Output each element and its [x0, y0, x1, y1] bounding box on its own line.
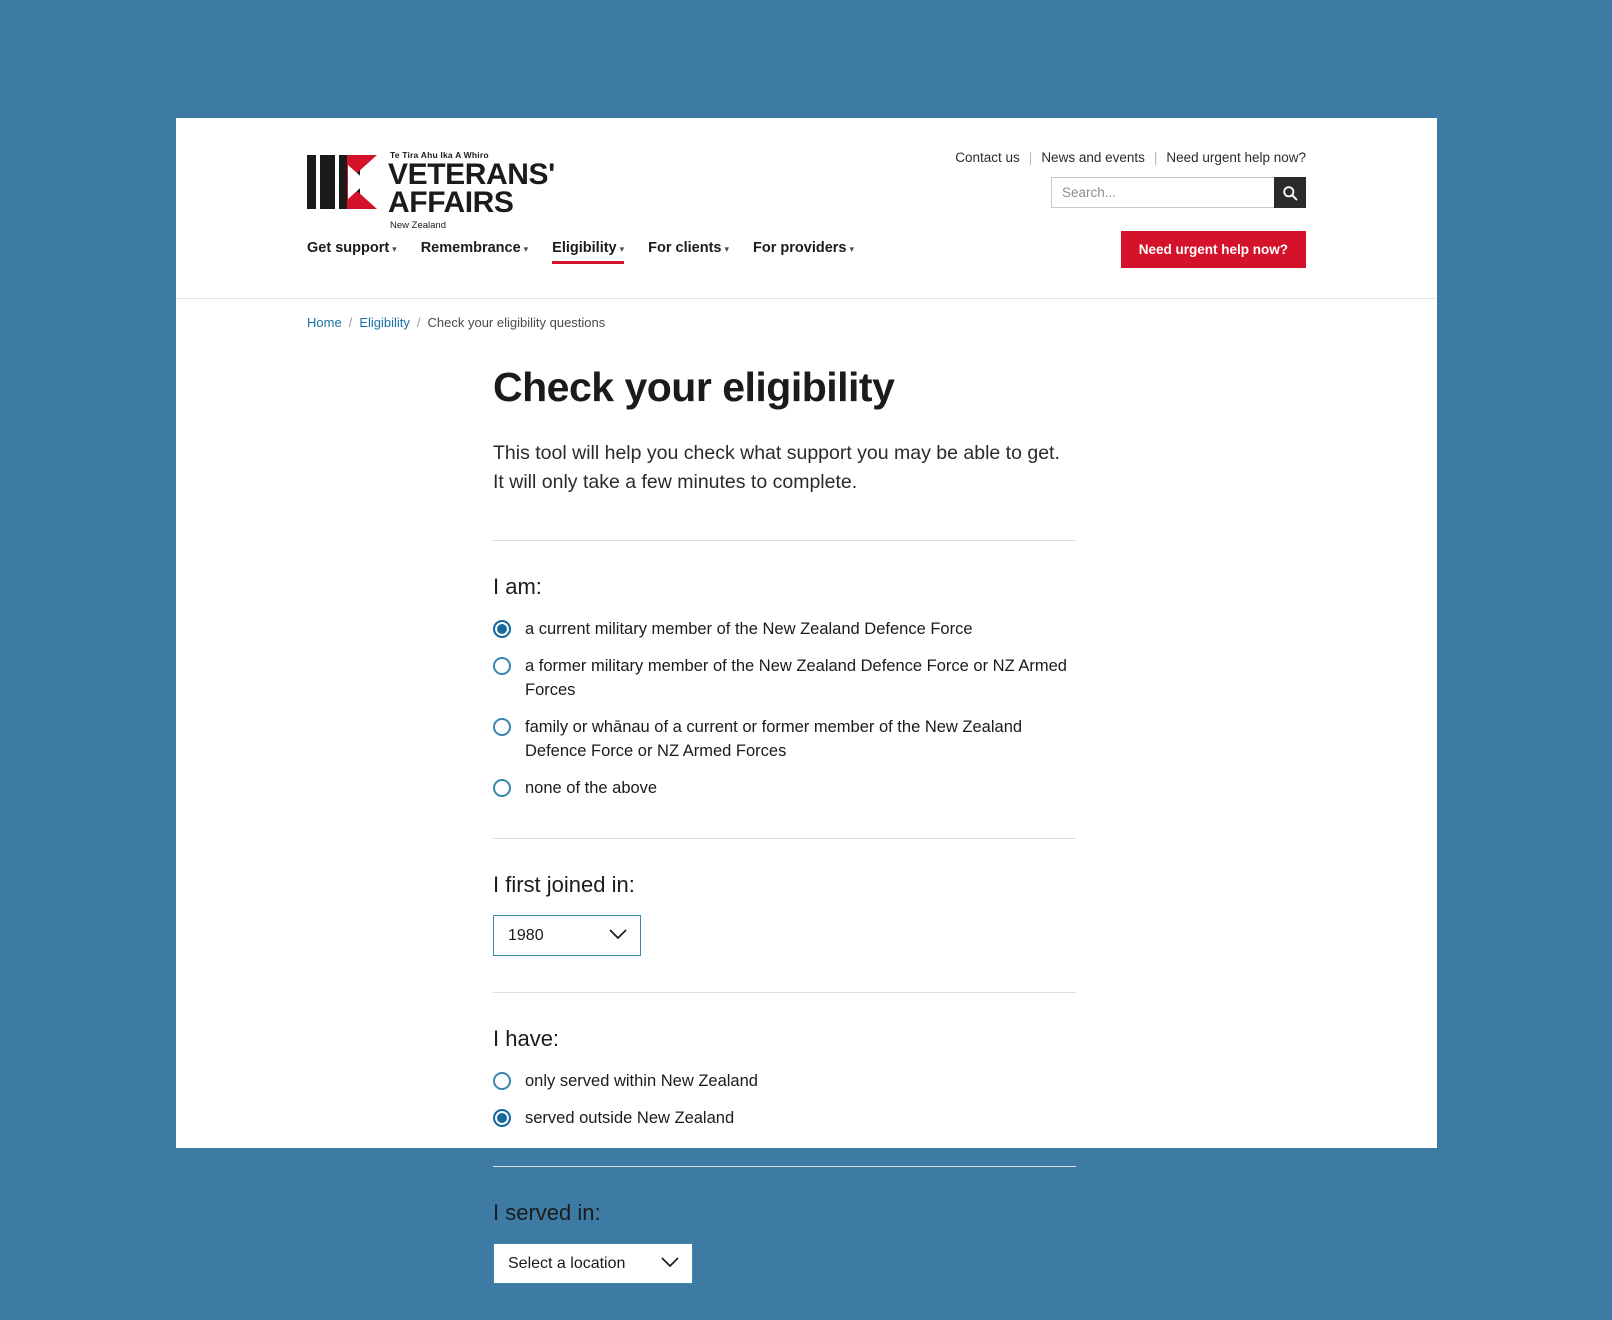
radio-option-current-military-member[interactable]: [493, 617, 1076, 641]
breadcrumb-current: Check your eligibility questions: [427, 315, 606, 330]
intro-text: This tool will help you check what support you may be able to get. It will only take a few minutes to complete.: [493, 442, 1060, 493]
utility-separator-2: |: [1153, 150, 1158, 165]
logo-country: New Zealand: [390, 220, 446, 231]
search-button[interactable]: [1274, 177, 1306, 208]
utility-nav: [955, 150, 1306, 165]
divider-1: [493, 540, 1076, 541]
radio-option-family-or-whanau[interactable]: [493, 715, 1076, 763]
question-i-have: [493, 1026, 1076, 1130]
breadcrumb-separator-1: /: [348, 315, 353, 330]
question-title-i-have: I have:: [493, 1026, 560, 1051]
divider-4: [493, 1166, 1076, 1167]
radio-option-none-of-the-above[interactable]: [493, 776, 1076, 800]
nav-label-for-providers: For providers: [753, 240, 847, 256]
logo-wordmark: [388, 150, 555, 231]
site-logo[interactable]: [307, 150, 555, 231]
divider-2: [493, 838, 1076, 839]
chevron-down-icon: ▾: [849, 244, 855, 254]
radio-option-served-outside-nz[interactable]: [493, 1106, 1076, 1130]
logo-name-line2: AFFAIRS: [388, 186, 514, 219]
utility-link-contact[interactable]: Contact us: [955, 150, 1020, 165]
nav-item-eligibility[interactable]: [552, 240, 624, 270]
chevron-down-icon: ▾: [523, 244, 529, 254]
breadcrumb-separator-2: /: [416, 315, 421, 330]
radio-label-family-or-whanau: family or whānau of a current or former member of the New Zealand Defence Force or NZ Armed Forces: [525, 718, 1023, 760]
search-input[interactable]: [1051, 177, 1274, 208]
radio-group-i-have: [493, 1069, 1076, 1130]
radio-group-i-am: [493, 617, 1076, 800]
search-box[interactable]: [1051, 177, 1306, 208]
radio-option-former-military-member[interactable]: [493, 654, 1076, 702]
utility-separator-1: |: [1028, 150, 1033, 165]
question-title-i-am: I am:: [493, 574, 542, 599]
year-select-wrapper[interactable]: [493, 915, 641, 956]
radio-icon[interactable]: [493, 1072, 511, 1090]
radio-option-served-within-nz[interactable]: [493, 1069, 1076, 1093]
browser-page: [176, 118, 1437, 1225]
location-select-wrapper[interactable]: [493, 1243, 693, 1284]
location-select[interactable]: [493, 1243, 693, 1284]
logo-maori-line: Te Tira Ahu Ika A Whiro: [390, 150, 489, 160]
logo-name-line1: VETERANS': [388, 158, 555, 191]
nav-item-remembrance[interactable]: [421, 240, 528, 270]
nav-label-for-clients: For clients: [648, 240, 722, 256]
nav-item-get-support[interactable]: [307, 240, 397, 270]
question-first-joined: [493, 872, 1076, 956]
radio-icon[interactable]: [493, 779, 511, 797]
nav-item-for-providers[interactable]: [753, 240, 854, 270]
veterans-affairs-logo-icon: [307, 155, 379, 209]
year-select[interactable]: [493, 915, 641, 956]
chevron-down-icon: ▾: [619, 244, 625, 254]
search-icon: [1282, 185, 1298, 201]
nav-label-eligibility: Eligibility: [552, 240, 617, 256]
question-i-served-in: [493, 1200, 1076, 1284]
site-header: [176, 118, 1437, 299]
nav-label-get-support: Get support: [307, 240, 390, 256]
radio-icon[interactable]: [493, 718, 511, 736]
radio-icon-selected[interactable]: [493, 620, 511, 638]
chevron-down-icon: ▾: [392, 244, 397, 254]
utility-link-news[interactable]: News and events: [1041, 150, 1145, 165]
breadcrumb: [307, 315, 605, 330]
page-title: Check your eligibility: [493, 364, 895, 410]
radio-icon[interactable]: [493, 657, 511, 675]
divider-3: [493, 992, 1076, 993]
chevron-down-icon: ▾: [724, 244, 730, 254]
radio-label-served-outside-nz: served outside New Zealand: [525, 1109, 735, 1127]
utility-link-urgent-help[interactable]: Need urgent help now?: [1166, 150, 1306, 165]
breadcrumb-link-home[interactable]: Home: [307, 315, 342, 330]
radio-label-former-military-member: a former military member of the New Zealand Defence Force or NZ Armed Forces: [525, 657, 1067, 699]
radio-label-served-within-nz: only served within New Zealand: [525, 1072, 758, 1090]
main-navigation: [307, 240, 854, 270]
radio-label-none-of-the-above: none of the above: [525, 779, 658, 797]
need-urgent-help-button[interactable]: Need urgent help now?: [1121, 231, 1306, 268]
breadcrumb-link-eligibility[interactable]: Eligibility: [359, 315, 410, 330]
radio-icon-selected[interactable]: [493, 1109, 511, 1127]
question-i-am: [493, 574, 1076, 800]
main-content: [493, 364, 1076, 1320]
nav-label-remembrance: Remembrance: [420, 240, 521, 256]
question-title-i-served-in: I served in:: [493, 1200, 601, 1225]
nav-item-for-clients[interactable]: [648, 240, 729, 270]
radio-label-current-military-member: a current military member of the New Zealand Defence Force: [525, 620, 973, 638]
question-title-first-joined: I first joined in:: [493, 872, 635, 897]
